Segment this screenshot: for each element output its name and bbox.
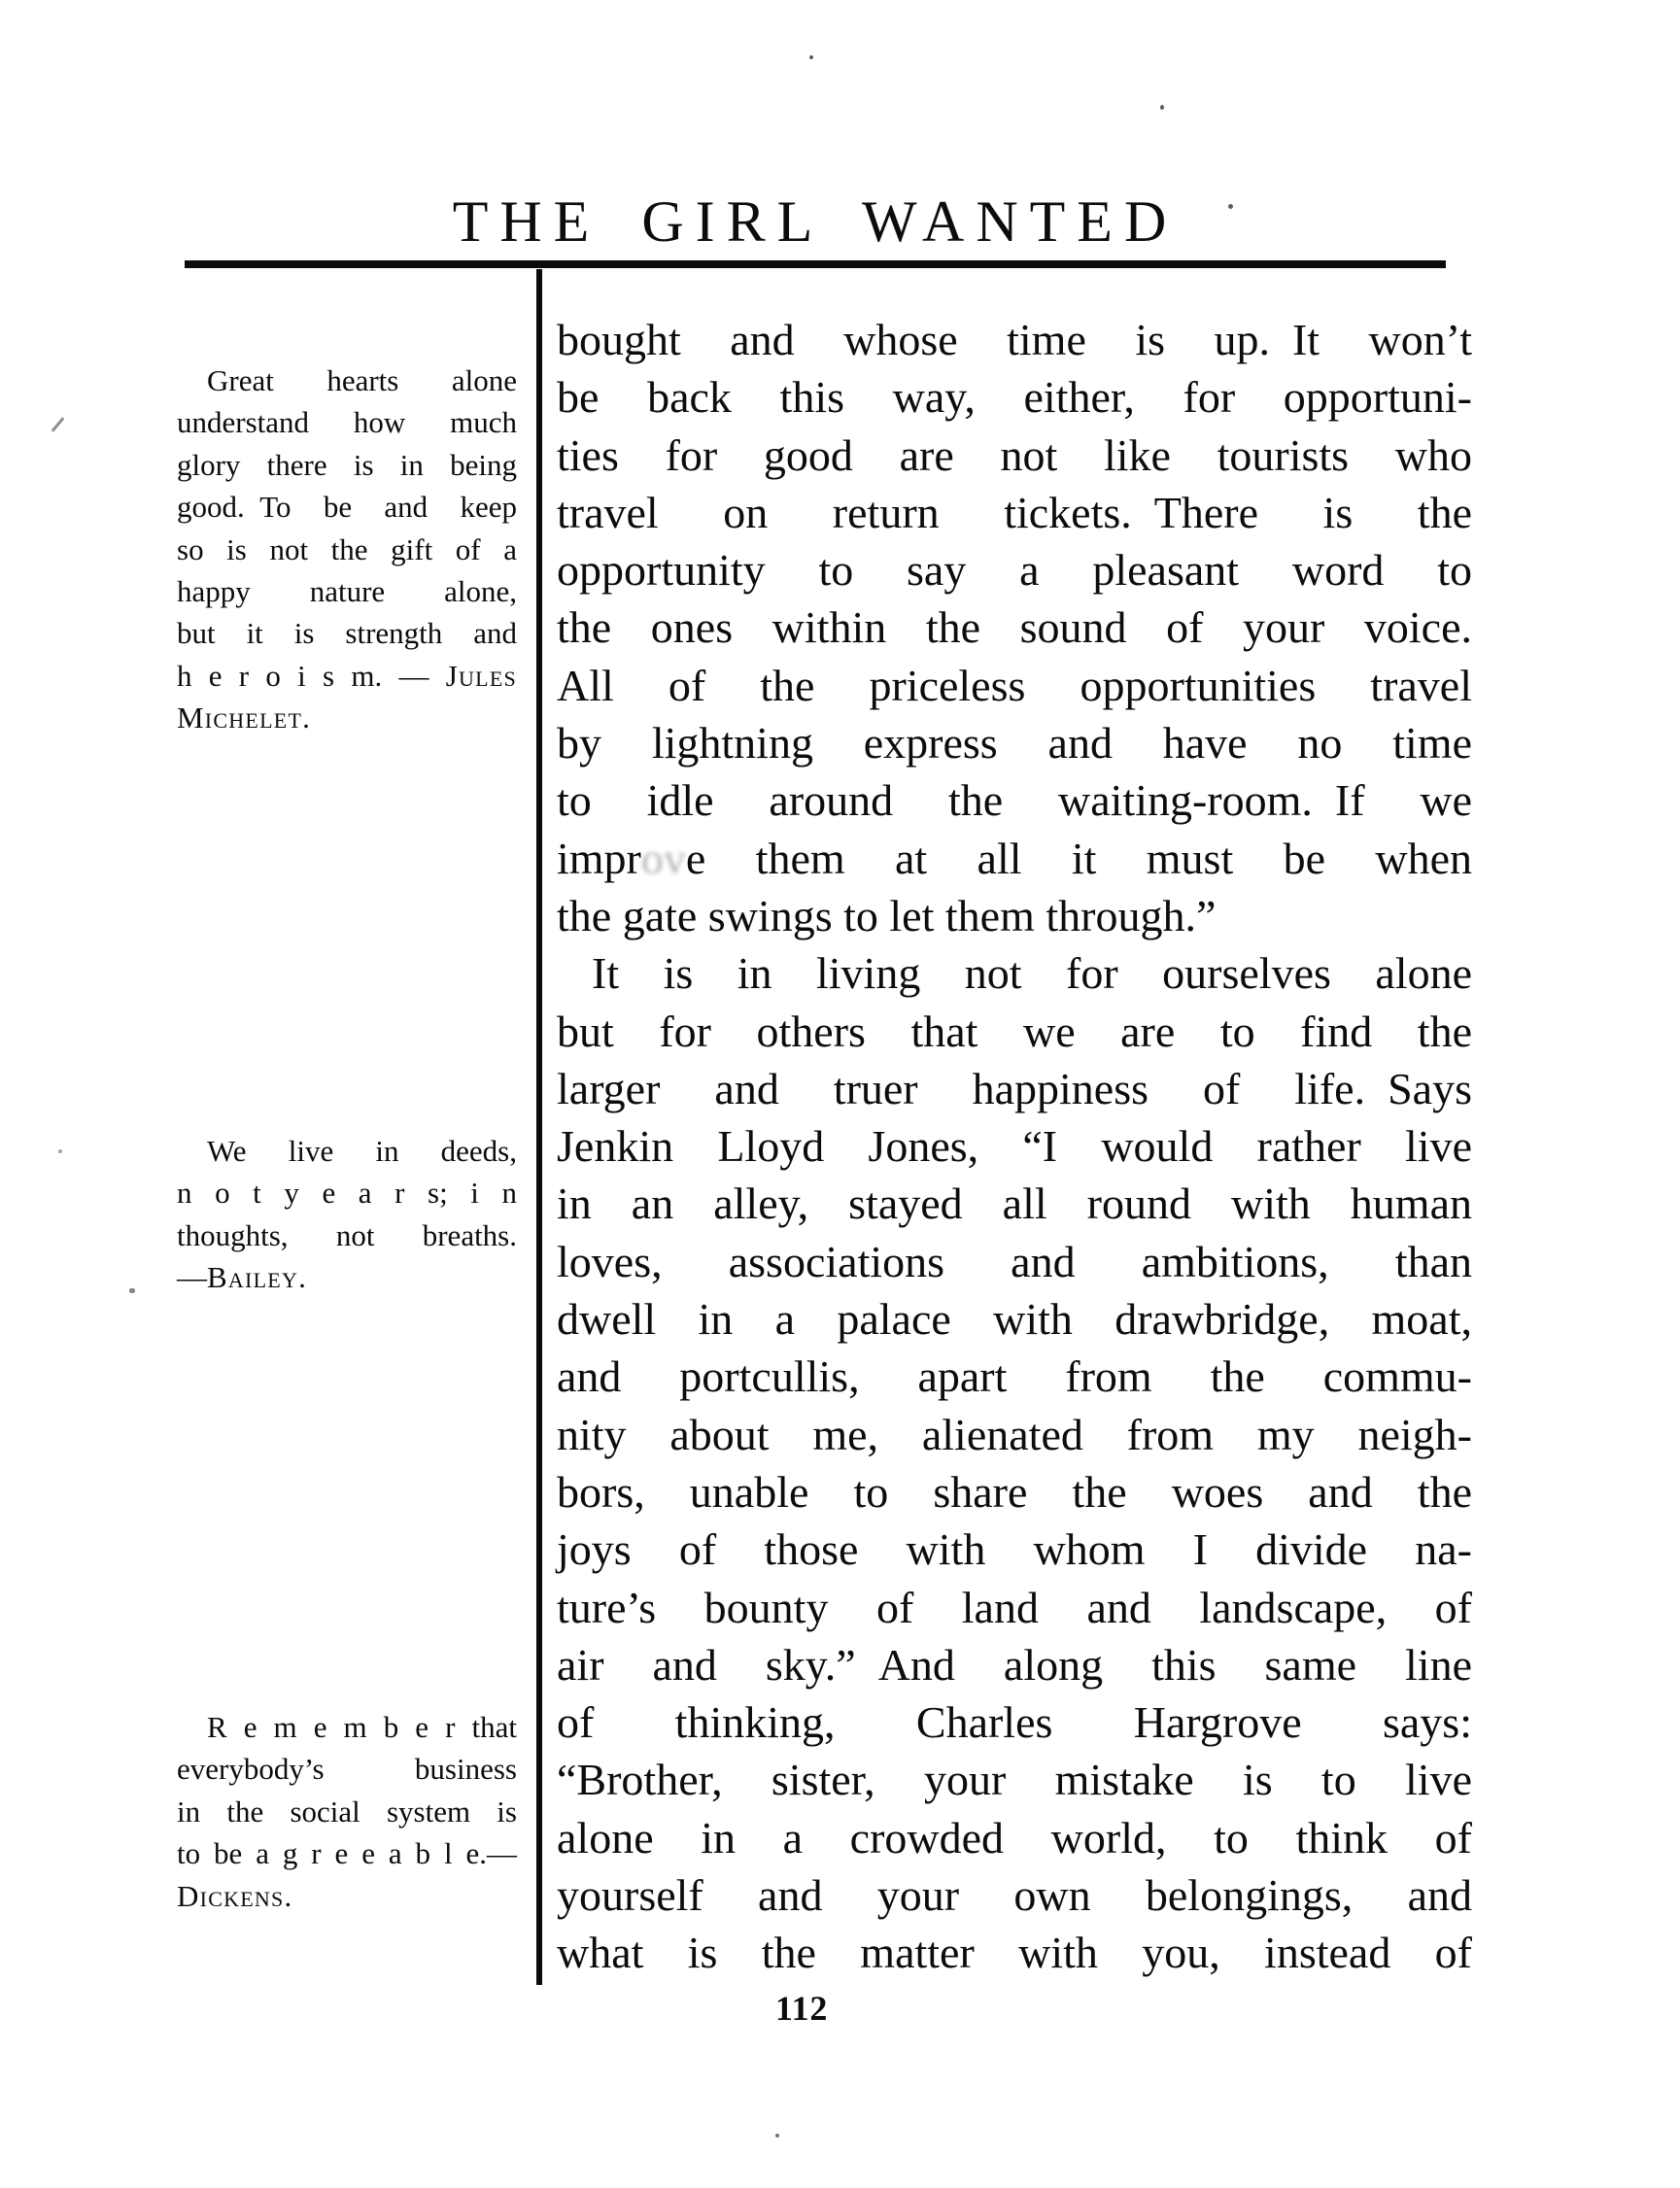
text-line bbox=[557, 1233, 1472, 1290]
text-segment: e them at all it must be when bbox=[685, 833, 1472, 883]
text-line bbox=[557, 887, 1472, 944]
margin-quote-michelet bbox=[177, 359, 517, 739]
scan-speck bbox=[1160, 105, 1164, 110]
text-segment: ov bbox=[640, 833, 686, 883]
text-segment: nity about me, alienated from my neigh- bbox=[557, 1409, 1472, 1459]
page-number: 112 bbox=[774, 1989, 829, 2028]
text-line bbox=[177, 1832, 517, 1874]
text-segment: It is in living not for ourselves alone bbox=[592, 948, 1472, 999]
margin-quote-dickens bbox=[177, 1706, 517, 1917]
text-segment: glory there is in being bbox=[177, 447, 517, 482]
text-segment: “Brother, sister, your mistake is to live bbox=[557, 1755, 1472, 1805]
text-segment: everybody’s business bbox=[177, 1752, 517, 1787]
text-segment: bought and whose time is up. It won’t bbox=[557, 315, 1472, 364]
text-line bbox=[557, 1636, 1472, 1693]
text-line bbox=[557, 1175, 1472, 1232]
author-name-smallcaps: Michelet. bbox=[177, 701, 312, 735]
text-segment: to idle around the waiting-room. If we bbox=[557, 775, 1472, 826]
text-segment: of thinking, Charles Hargrove says: bbox=[557, 1697, 1472, 1748]
text-line bbox=[177, 1875, 517, 1917]
scan-speck bbox=[809, 55, 813, 59]
text-line bbox=[557, 1866, 1472, 1924]
text-line bbox=[557, 541, 1472, 598]
text-segment: travel on return tickets. There is the bbox=[557, 487, 1472, 537]
text-segment: understand how much bbox=[177, 405, 517, 440]
text-line bbox=[557, 1693, 1472, 1751]
text-segment: We live in deeds, bbox=[207, 1134, 517, 1168]
text-segment: opportunity to say a pleasant word to bbox=[557, 545, 1472, 596]
header-rule bbox=[185, 260, 1446, 268]
text-segment: ture’s bounty of land and landscape, of bbox=[557, 1582, 1472, 1632]
text-line bbox=[177, 655, 517, 697]
text-segment: be back this way, either, for opportuni- bbox=[557, 372, 1472, 423]
text-segment: in the social system is bbox=[177, 1794, 517, 1829]
paragraph-continued bbox=[557, 311, 1472, 944]
text-segment: R e m e m b e r that bbox=[207, 1710, 517, 1744]
text-segment: happy nature alone, bbox=[177, 574, 517, 609]
text-line bbox=[177, 570, 517, 612]
text-line bbox=[177, 1791, 517, 1832]
text-segment: n o t y e a r s; i n bbox=[177, 1176, 517, 1211]
text-segment: larger and truer happiness of life. Says bbox=[557, 1063, 1472, 1113]
scan-speck bbox=[775, 2134, 779, 2137]
text-line bbox=[557, 1521, 1472, 1578]
text-segment: All of the priceless opportunities travel bbox=[557, 660, 1472, 710]
text-line bbox=[557, 771, 1472, 829]
text-segment: yourself and your own belongings, and bbox=[557, 1870, 1472, 1921]
text-line bbox=[557, 830, 1472, 887]
text-line bbox=[177, 529, 517, 570]
text-segment: loves, associations and ambitions, than bbox=[557, 1236, 1472, 1286]
text-segment: and portcullis, apart from the commu- bbox=[557, 1351, 1472, 1402]
text-segment: but for others that we are to find the bbox=[557, 1006, 1472, 1056]
text-line bbox=[557, 1290, 1472, 1348]
author-name-smallcaps: Bailey. bbox=[207, 1260, 308, 1295]
text-segment: but it is strength and bbox=[177, 616, 517, 651]
text-line bbox=[177, 359, 517, 401]
text-line bbox=[557, 1406, 1472, 1463]
text-segment: alone in a crowded world, to think of bbox=[557, 1812, 1472, 1863]
text-line bbox=[557, 944, 1472, 1002]
text-line bbox=[557, 1348, 1472, 1405]
text-line bbox=[557, 368, 1472, 426]
text-segment: the gate swings to let them through.” bbox=[557, 890, 1217, 940]
text-segment: Great hearts alone bbox=[207, 363, 517, 397]
text-line bbox=[557, 1117, 1472, 1175]
author-name-smallcaps: Jules bbox=[445, 658, 517, 693]
text-segment: thoughts, not breaths. bbox=[177, 1217, 517, 1252]
text-line bbox=[557, 1060, 1472, 1117]
scan-slash-mark bbox=[51, 417, 65, 432]
text-segment: what is the matter with you, instead of bbox=[557, 1928, 1472, 1978]
text-line bbox=[177, 1172, 517, 1214]
text-line bbox=[177, 1214, 517, 1256]
text-line bbox=[557, 1579, 1472, 1636]
column-divider-rule bbox=[536, 269, 542, 1985]
text-line bbox=[177, 697, 517, 738]
text-segment: impr bbox=[557, 833, 641, 883]
margin-quote-bailey bbox=[177, 1130, 517, 1299]
text-line bbox=[557, 1751, 1472, 1808]
running-head-title: THE GIRL WANTED bbox=[452, 189, 1179, 254]
scan-speck bbox=[1228, 204, 1233, 209]
text-segment: by lightning express and have no time bbox=[557, 718, 1472, 769]
scan-speck bbox=[129, 1288, 135, 1293]
paragraph-second bbox=[557, 944, 1472, 1981]
text-line bbox=[557, 1809, 1472, 1866]
author-name-smallcaps: Dickens. bbox=[177, 1878, 293, 1913]
text-line bbox=[557, 427, 1472, 484]
text-line bbox=[557, 657, 1472, 714]
text-line bbox=[177, 1706, 517, 1748]
text-segment: in an alley, stayed all round with human bbox=[557, 1179, 1472, 1229]
text-segment: — bbox=[177, 1260, 207, 1295]
text-line bbox=[177, 1256, 517, 1298]
text-segment: ties for good are not like tourists who bbox=[557, 429, 1472, 480]
text-line bbox=[557, 484, 1472, 541]
text-line bbox=[557, 598, 1472, 656]
text-line bbox=[177, 612, 517, 654]
text-line bbox=[557, 1924, 1472, 1981]
text-segment: joys of those with whom I divide na- bbox=[557, 1524, 1472, 1575]
text-line bbox=[557, 1463, 1472, 1521]
text-segment: good. To be and keep bbox=[177, 490, 517, 525]
text-line bbox=[177, 486, 517, 528]
scan-speck bbox=[58, 1149, 62, 1153]
text-segment: the ones within the sound of your voice. bbox=[557, 602, 1472, 653]
text-line bbox=[177, 444, 517, 486]
text-segment: to be a g r e e a b l e.— bbox=[177, 1836, 517, 1871]
text-segment: bors, unable to share the woes and the bbox=[557, 1466, 1472, 1517]
text-segment: h e r o i s m. — bbox=[177, 658, 446, 693]
text-line bbox=[177, 1130, 517, 1172]
text-line bbox=[177, 1748, 517, 1790]
text-line bbox=[177, 401, 517, 443]
text-line bbox=[557, 311, 1472, 368]
text-segment: air and sky.” And along this same line bbox=[557, 1639, 1472, 1690]
text-segment: dwell in a palace with drawbridge, moat, bbox=[557, 1294, 1472, 1345]
text-line bbox=[557, 714, 1472, 771]
text-segment: so is not the gift of a bbox=[177, 531, 517, 566]
main-text-column bbox=[557, 311, 1472, 1982]
text-line bbox=[557, 1003, 1472, 1060]
text-segment: Jenkin Lloyd Jones, “I would rather live bbox=[557, 1121, 1472, 1172]
